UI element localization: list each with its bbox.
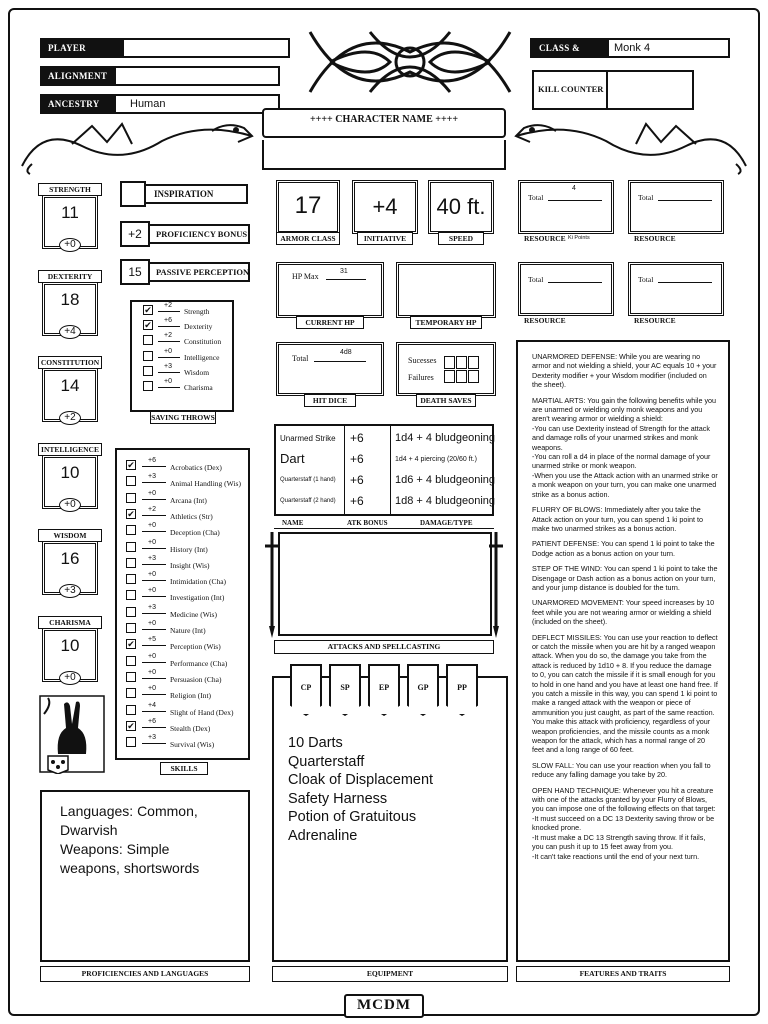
feature-paragraph: STEP OF THE WIND: You can spend 1 ki point to take the Disengage or Dash action as a bonus action on your turn, and your jump distance is doubled for the turn. — [532, 564, 718, 592]
skill-modifier: +3 — [148, 554, 156, 562]
save-modifier: +0 — [164, 347, 172, 355]
attacks-spellcasting-label: ATTACKS AND SPELLCASTING — [274, 640, 494, 654]
player-name-label: PLAYER — [40, 39, 124, 57]
skill-mod-line — [142, 645, 166, 646]
hit-dice-total-label: Total — [292, 354, 309, 363]
resource-total-line — [548, 282, 602, 283]
celtic-knot-ornament — [290, 12, 530, 112]
proficiencies-label: PROFICIENCIES AND LANGUAGES — [40, 966, 250, 982]
skill-mod-line — [142, 548, 166, 549]
skill-name: Persuasion (Cha) — [170, 674, 222, 684]
resource-box[interactable] — [628, 180, 724, 234]
right-sword-icon — [488, 530, 504, 640]
ancestry-value: Human — [130, 98, 166, 110]
ability-label-dexterity: DEXTERITY — [38, 270, 102, 283]
skill-name: Arcana (Int) — [170, 495, 207, 505]
save-mod-line — [158, 357, 180, 358]
resource-total-label: Total — [528, 193, 544, 202]
left-dragon-icon — [12, 116, 262, 176]
hp-max-value: 31 — [340, 268, 348, 275]
feature-paragraph: MARTIAL ARTS: You gain the following benefits while you are unarmed or wielding only monk weapons and you aren't wearing armor or wielding a shield: -You can use Dexterity instead of Strength for the attack and damage rolls of your unarmed strikes and monk weapons. -You can roll a d4 in place of the normal damage of your unarmed strike or monk weapon. -When you use the Attack action with an unarmed strike or a monk weapon on your turn, you can make one unarmed strike as a bonus action. — [532, 395, 718, 499]
skill-checkbox[interactable] — [126, 656, 136, 666]
save-mod-line — [158, 387, 180, 388]
coin-gp-label: GP — [417, 683, 429, 692]
attack-name[interactable]: Quarterstaff (1 hand) — [280, 477, 336, 483]
proficiencies-text — [60, 802, 240, 878]
save-name: Wisdom — [184, 367, 210, 377]
save-modifier: +0 — [164, 378, 172, 385]
skill-name: Religion (Int) — [170, 691, 212, 701]
attacks-col-name: NAME — [282, 519, 304, 527]
equipment-list — [288, 734, 498, 845]
ability-modifier: +2 — [59, 411, 81, 425]
save-checkbox[interactable] — [143, 351, 153, 361]
initiative-label: INITIATIVE — [357, 232, 413, 245]
attack-bonus[interactable]: +6 — [350, 431, 364, 445]
skill-mod-line — [142, 596, 166, 597]
resource-label: RESOURCE — [524, 316, 566, 325]
skill-mod-line — [142, 613, 166, 614]
class-level-value: Monk 4 — [614, 42, 651, 54]
skill-checkbox[interactable]: ✔ — [127, 720, 135, 731]
skill-modifier: +3 — [148, 603, 156, 611]
resource-total-label: Total — [528, 275, 544, 284]
save-checkbox[interactable]: ✔ — [144, 320, 152, 331]
ability-score: 10 — [60, 462, 80, 482]
attacks-col-divider-1 — [344, 424, 345, 516]
skill-name: Survival (Wis) — [170, 740, 215, 750]
death-saves-box — [396, 342, 496, 396]
save-mod-line — [158, 326, 180, 327]
attacks-col-divider-2 — [390, 424, 391, 516]
skill-mod-line — [142, 694, 166, 695]
skill-modifier: +0 — [148, 522, 156, 530]
skill-mod-line — [142, 499, 166, 500]
attack-damage[interactable]: 1d4 + 4 piercing (20/60 ft.) — [395, 456, 477, 463]
ability-score: 10 — [60, 635, 80, 655]
kill-counter-label: KILL COUNTER — [538, 84, 604, 94]
ability-modifier: +0 — [59, 498, 81, 512]
proficiency-line: Dwarvish — [60, 822, 118, 838]
feature-paragraph: FLURRY OF BLOWS: Immediately after you take the Attack action on your turn, you can spend 1 ki point to make two unarmed strikes as a bonus action. — [532, 505, 704, 533]
skill-checkbox[interactable] — [126, 542, 136, 552]
skills-label: SKILLS — [160, 762, 208, 775]
skill-name: Slight of Hand (Dex) — [170, 707, 234, 717]
character-name-field[interactable] — [262, 140, 506, 170]
skill-mod-line — [142, 629, 166, 630]
ability-label-strength: STRENGTH — [38, 183, 102, 196]
resource-box[interactable] — [518, 262, 614, 316]
attack-damage[interactable]: 1d6 + 4 bludgeoning — [395, 474, 496, 486]
skill-name: Acrobatics (Dex) — [170, 463, 222, 472]
temp-hp-box[interactable] — [396, 262, 496, 318]
resource-total-value: 4 — [572, 185, 576, 192]
save-checkbox[interactable]: ✔ — [144, 305, 152, 315]
skill-checkbox[interactable] — [126, 574, 136, 584]
skill-name: Performance (Cha) — [170, 658, 228, 668]
spellcasting-notes-box[interactable] — [278, 532, 492, 636]
save-name: Charisma — [184, 383, 213, 392]
skill-modifier: +5 — [148, 636, 156, 644]
rabbit-crest-icon — [38, 694, 106, 774]
ability-label-intelligence: INTELLIGENCE — [38, 443, 102, 456]
inspiration-label: INSPIRATION — [154, 189, 214, 199]
skill-mod-line — [142, 580, 166, 581]
ability-label-wisdom: WISDOM — [38, 529, 102, 542]
resource-total-line — [658, 200, 712, 201]
skill-modifier: +0 — [148, 652, 156, 660]
skill-name: Stealth (Dex) — [170, 723, 211, 733]
death-success-box[interactable] — [468, 356, 479, 369]
death-success-box[interactable] — [456, 356, 467, 369]
save-modifier: +2 — [164, 332, 172, 340]
proficiency-line: Languages: Common, — [60, 803, 198, 819]
skill-mod-line — [142, 678, 166, 679]
death-failure-box[interactable] — [468, 370, 479, 383]
inspiration-value-box[interactable] — [120, 181, 146, 207]
resource-box[interactable] — [628, 262, 724, 316]
proficiency-line: weapons, shortswords — [60, 860, 200, 876]
skill-checkbox[interactable] — [126, 525, 136, 535]
attack-name[interactable]: Quarterstaff (2 hand) — [280, 498, 336, 504]
coin-cp-label: CP — [300, 683, 312, 692]
left-sword-icon — [264, 530, 280, 640]
temp-hp-label: TEMPORARY HP — [410, 316, 482, 329]
coin-pp-label: PP — [457, 683, 467, 692]
coin-ep-label: EP — [378, 683, 390, 692]
save-name: Strength — [184, 307, 210, 316]
ability-modifier: +0 — [59, 238, 81, 252]
skill-checkbox[interactable] — [126, 688, 136, 698]
right-dragon-icon — [506, 116, 756, 176]
resource-label: RESOURCE — [524, 234, 566, 243]
save-modifier: +3 — [164, 362, 172, 370]
skill-mod-line — [142, 466, 166, 467]
initiative-value: +4 — [372, 194, 398, 219]
skill-name: Deception (Cha) — [170, 528, 220, 538]
hit-dice-box[interactable] — [276, 342, 384, 396]
ability-score: 16 — [60, 549, 80, 568]
skill-name: Perception (Wis) — [170, 642, 221, 652]
skill-modifier: +3 — [148, 473, 156, 481]
skill-mod-line — [142, 515, 166, 516]
attack-bonus[interactable]: +6 — [350, 473, 364, 487]
ancestry-label: ANCESTRY — [40, 95, 116, 113]
feature-paragraph: PATIENT DEFENSE: You can spend 1 ki point to take the Dodge action as a bonus action on your turn. — [532, 539, 715, 558]
ability-modifier: +0 — [59, 671, 81, 685]
ability-modifier: +4 — [59, 325, 81, 339]
skill-checkbox[interactable] — [126, 607, 136, 617]
skill-modifier: +0 — [148, 571, 156, 579]
ability-score: 11 — [61, 203, 79, 222]
skill-modifier: +0 — [148, 538, 156, 546]
resource-total-line — [658, 282, 712, 283]
skill-checkbox[interactable] — [126, 590, 136, 600]
death-failure-box[interactable] — [444, 370, 455, 383]
skill-modifier: +4 — [148, 701, 156, 709]
attacks-col-damage: DAMAGE/TYPE — [420, 519, 473, 527]
save-name: Dexterity — [184, 322, 213, 332]
attack-damage[interactable]: 1d4 + 4 bludgeoning — [395, 432, 496, 444]
hp-max-label: HP Max — [292, 272, 319, 281]
attacks-col-bonus: ATK BONUS — [347, 519, 388, 527]
resource-total-label: Total — [638, 275, 654, 284]
save-mod-line — [158, 372, 180, 373]
equipment-item: Quarterstaff — [288, 753, 365, 770]
skill-mod-line — [142, 711, 166, 712]
skill-checkbox[interactable] — [126, 705, 136, 715]
skill-mod-line — [142, 482, 166, 483]
ability-score: 14 — [60, 376, 80, 395]
save-modifier: +2 — [164, 302, 172, 309]
hp-max-line — [326, 279, 366, 280]
proficiency-line: Weapons: Simple — [60, 841, 170, 857]
skill-name: Medicine (Wis) — [170, 609, 217, 619]
speed-label: SPEED — [438, 232, 484, 245]
skill-checkbox[interactable]: ✔ — [127, 508, 135, 519]
attack-name[interactable]: Dart — [280, 451, 305, 466]
attack-name[interactable]: Unarmed Strike — [280, 434, 336, 443]
current-hp-label: CURRENT HP — [296, 316, 364, 329]
save-mod-line — [158, 341, 180, 342]
skill-checkbox[interactable] — [126, 737, 136, 747]
death-failures-label: Failures — [408, 373, 434, 382]
coin-sp-label: SP — [340, 683, 350, 692]
features-label: FEATURES AND TRAITS — [516, 966, 730, 982]
feature-paragraph: OPEN HAND TECHNIQUE: Whenever you hit a creature with one of the attacks granted by your Flurry of Blows, you can impose one of the following effects on that target: -It must succeed on a DC 13 Dexterity saving throw or be knocked prone. -It must make a DC 13 Strength saving throw. If it fails, you can push it up to 15 feet away from you. -It can't take reactions until the end of your next turn. — [532, 785, 716, 861]
skill-name: Investigation (Int) — [170, 593, 225, 603]
resource-total-label: Total — [638, 193, 654, 202]
skill-mod-line — [142, 564, 166, 565]
armor-class-label: ARMOR CLASS — [276, 232, 340, 245]
skill-name: Nature (Int) — [170, 626, 206, 635]
skill-modifier: +0 — [148, 587, 156, 595]
death-saves-label: DEATH SAVES — [416, 394, 476, 407]
resource-box[interactable] — [518, 180, 614, 234]
feature-paragraph: SLOW FALL: You can use your reaction when you fall to reduce any falling damage you take by 20. — [532, 760, 711, 780]
skill-modifier: +0 — [148, 668, 156, 676]
attacks-header-rule — [274, 528, 494, 529]
alignment-label: ALIGNMENT — [40, 67, 116, 85]
hit-dice-total-value: 4d8 — [340, 349, 352, 356]
skill-modifier: +6 — [148, 717, 156, 725]
skill-mod-line — [142, 662, 166, 663]
skill-modifier: +3 — [148, 734, 156, 742]
skill-checkbox[interactable]: ✔ — [127, 460, 135, 470]
equipment-item: Cloak of Displacement — [288, 772, 434, 788]
ability-score: 18 — [60, 289, 80, 309]
skill-name: Animal Handling (Wis) — [170, 479, 241, 489]
skill-name: Athletics (Str) — [170, 511, 213, 521]
passive-perception-label: PASSIVE PERCEPTION — [156, 267, 250, 277]
skill-checkbox[interactable]: ✔ — [127, 639, 135, 650]
skill-name: History (Int) — [170, 544, 208, 554]
death-success-box[interactable] — [444, 356, 455, 369]
skill-modifier: +0 — [148, 620, 156, 627]
save-checkbox[interactable] — [143, 335, 153, 345]
save-checkbox[interactable] — [143, 366, 153, 376]
equipment-label: EQUIPMENT — [272, 966, 508, 982]
resource-total-line — [548, 200, 602, 201]
features-text — [532, 352, 718, 867]
character-name-label: ++++ CHARACTER NAME ++++ — [309, 114, 459, 125]
resource-label: RESOURCE — [634, 316, 676, 325]
saving-throws-label: SAVING THROWS — [151, 413, 215, 422]
ability-label-constitution: CONSTITUTION — [38, 356, 102, 369]
skill-checkbox[interactable] — [126, 558, 136, 568]
resource-label: RESOURCE — [634, 234, 676, 243]
save-name: Intelligence — [184, 352, 220, 362]
equipment-item: 10 Darts — [288, 735, 343, 751]
save-modifier: +6 — [164, 317, 172, 325]
skill-modifier: +0 — [148, 489, 156, 497]
attack-damage[interactable]: 1d8 + 4 bludgeoning — [395, 495, 496, 507]
equipment-item: Adrenaline — [288, 827, 358, 844]
skill-mod-line — [142, 727, 166, 728]
hit-dice-line — [314, 361, 366, 362]
armor-class-value: 17 — [294, 192, 322, 219]
skill-checkbox[interactable] — [126, 493, 136, 503]
skill-modifier: +0 — [148, 685, 156, 693]
resource-sublabel: Ki Points — [568, 235, 590, 241]
proficiency-bonus-box: +2 — [120, 221, 150, 247]
equipment-item: Safety Harness — [288, 790, 388, 807]
current-hp-box[interactable] — [276, 262, 384, 318]
feature-paragraph: DEFLECT MISSILES: You can use your reaction to deflect or catch the missile when you are hit by a ranged weapon attack. When you do so, the damage you take from the attack is reduced by 1d10 + 8. If you reduce the damage to 0, you can catch the missile if it is small enough for you to hold in one hand and you have at least one hand free. If you catch a missile in this way, you can spend 1 ki point to make a ranged attack with the weapon or piece of ammunition you just caught, as part of the same reaction. You make this attack with proficiency, regardless of your weapon proficiencies, and the missile counts as a monk weapon for the attack, which has a normal range of 20 feet and a long range of 60 feet. — [532, 632, 718, 755]
class-level-label: CLASS & LEVEL — [531, 39, 609, 57]
hit-dice-label: HIT DICE — [304, 394, 356, 407]
save-mod-line — [158, 311, 180, 312]
attack-bonus[interactable]: +6 — [350, 494, 364, 508]
skill-modifier: +6 — [148, 457, 156, 464]
death-failure-box[interactable] — [456, 370, 467, 383]
kill-counter-value-box[interactable] — [606, 72, 692, 108]
death-successes-label: Sucesses — [408, 356, 437, 365]
mcdm-logo-text: MCDM — [357, 997, 411, 1013]
attack-bonus[interactable]: +6 — [350, 452, 364, 466]
passive-perception-box: 15 — [120, 259, 150, 285]
ability-modifier: +3 — [59, 584, 81, 598]
skill-checkbox[interactable] — [126, 672, 136, 682]
equipment-item: Potion of Gratuitous — [288, 809, 417, 825]
skill-checkbox[interactable] — [126, 623, 136, 633]
skill-mod-line — [142, 743, 166, 744]
speed-value: 40 ft. — [436, 194, 486, 219]
feature-paragraph: UNARMORED MOVEMENT: Your speed increases by 10 feet while you are not wearing armor or wielding a shield (included on the sheet). — [532, 598, 715, 627]
save-checkbox[interactable] — [143, 381, 153, 391]
skill-checkbox[interactable] — [126, 476, 136, 486]
proficiency-bonus-label: PROFICIENCY BONUS — [156, 229, 248, 239]
feature-paragraph: UNARMORED DEFENSE: While you are wearing no armor and not wielding a shield, your AC equals 10 + your Dexterity modifier + your Wisdom modifier (included on the sheet). — [532, 352, 717, 390]
skill-mod-line — [142, 531, 166, 532]
skill-name: Intimidation (Cha) — [170, 577, 227, 587]
ability-label-charisma: CHARISMA — [38, 616, 102, 629]
save-name: Constitution — [184, 337, 222, 347]
skill-modifier: +2 — [148, 505, 156, 513]
skill-name: Insight (Wis) — [170, 560, 210, 570]
